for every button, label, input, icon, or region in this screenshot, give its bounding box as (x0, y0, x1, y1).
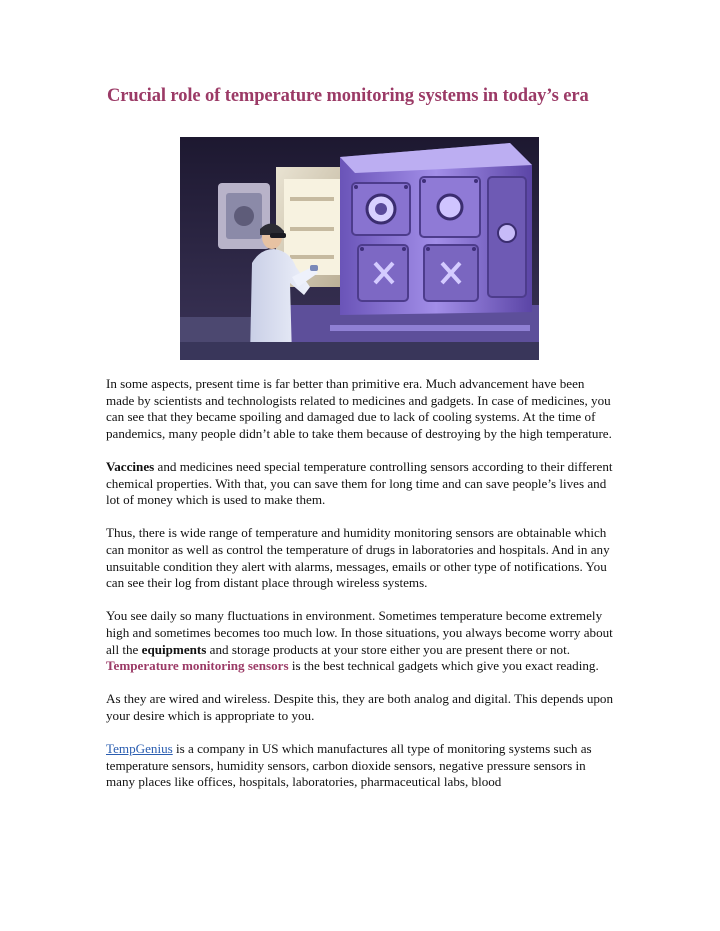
temperature-monitoring-sensors-link[interactable]: Temperature monitoring sensors (106, 658, 289, 674)
paragraph-tempgenius-text: is a company in US which manufactures all type of monitoring systems such as temperature sensors, humidity sensors, carbon dioxide sensors, negative pressure sensors in many places like offices, hospitals, laboratories, pharmaceutical labs, blood (106, 741, 592, 790)
page-title: Crucial role of temperature monitoring systems in today’s era (107, 86, 589, 106)
laboratory-photo (180, 137, 539, 360)
paragraph-fluctuations (106, 608, 616, 674)
paragraph-intro: In some aspects, present time is far better than primitive era. Much advancement have been made by scientists and technologists related to medicines and gadgets. In case of medicines, you can see that they became spoiling and damaged due to lack of cooling systems. At the time of pandemics, many people didn’t able to take them because of destroying by the high temperature. (106, 376, 612, 441)
paragraph-sensors-range: Thus, there is wide range of temperature and humidity monitoring sensors are obtainable which can monitor as well as control the temperature of drugs in laboratories and hospitals. And in any unsuitable condition they alert with alarms, messages, emails or other type of notifications. You can see their log from distant place through wireless systems. (106, 525, 610, 591)
bold-term-vaccines: Vaccines (106, 458, 155, 474)
paragraph-vaccines (106, 459, 616, 509)
paragraph-vaccines-text: and medicines need special temperature controlling sensors according to their different chemical properties. With that, you can save them for long time and can save people’s lives and lot of money which is used to make them. (106, 458, 613, 508)
article-body (106, 376, 616, 807)
paragraph-fluctuations-text-a: You see daily so many fluctuations in environment. Sometimes temperature become extremely high and sometimes becomes too much low. In those situations, you always become worry about all the (106, 608, 613, 657)
laboratory-photo-illustration (180, 137, 539, 360)
bold-term-equipments: equipments (141, 641, 207, 657)
paragraph-fluctuations-text-b: and storage products at your store either you are present there or not. (206, 641, 570, 657)
paragraph-tempgenius (106, 741, 616, 791)
paragraph-wired-wireless: As they are wired and wireless. Despite this, they are both analog and digital. This depends upon your desire which is appropriate to you. (106, 691, 614, 723)
paragraph-fluctuations-text-c: is the best technical gadgets which give you exact reading. (288, 658, 599, 674)
tempgenius-link[interactable]: TempGenius (106, 741, 173, 757)
